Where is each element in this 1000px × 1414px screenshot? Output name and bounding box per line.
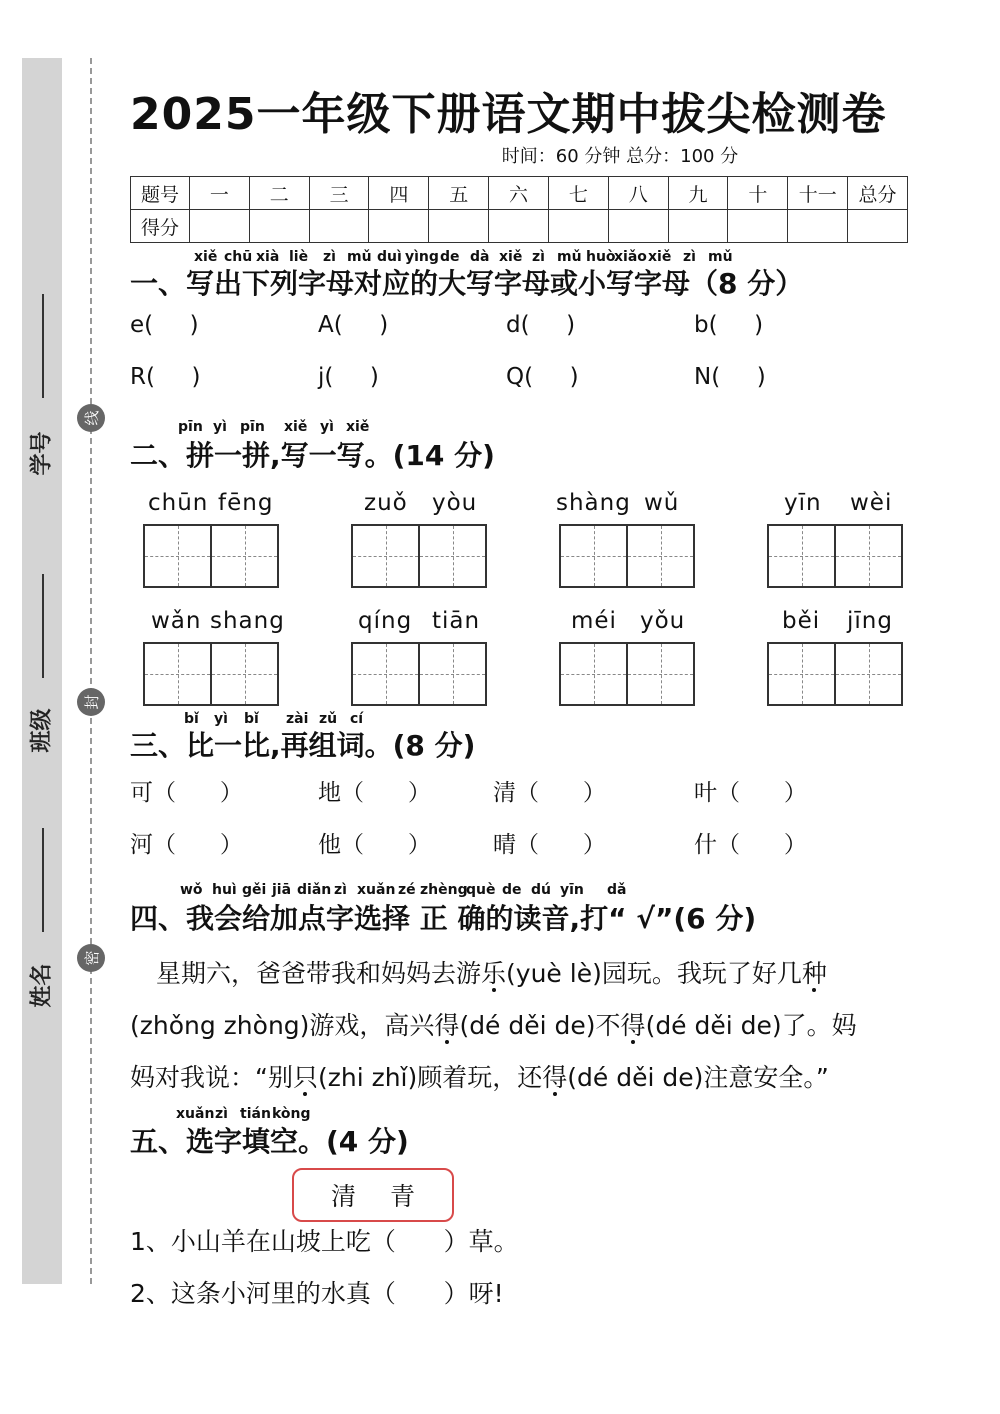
fill-question-1[interactable]: 1、小山羊在山坡上吃（ ）草。 <box>130 1227 519 1256</box>
pinyin: dǎ <box>607 882 627 898</box>
score-row-label: 得分 <box>131 210 190 243</box>
tianzige-box[interactable] <box>559 524 695 588</box>
pinyin: xuǎn <box>357 882 396 898</box>
score-entry-cell[interactable] <box>249 210 309 243</box>
choice-char: 青 <box>390 1182 416 1211</box>
tianzige-cell[interactable] <box>561 526 628 586</box>
score-entry-cell[interactable] <box>190 210 250 243</box>
letter-item[interactable]: b( ) <box>694 312 764 338</box>
student-id-blank[interactable] <box>42 294 44 398</box>
pinyin: zì <box>334 882 347 898</box>
score-header-cell: 八 <box>608 177 668 210</box>
word-pinyin: tiān <box>432 608 481 634</box>
dotted-char: 得 <box>542 1063 568 1092</box>
dotted-char: 只 <box>292 1063 318 1092</box>
tianzige-box[interactable] <box>143 524 279 588</box>
score-entry-cell[interactable] <box>788 210 848 243</box>
tianzige-cell[interactable] <box>628 526 693 586</box>
tianzige-cell[interactable] <box>628 644 693 704</box>
word-pinyin: shàng <box>556 490 631 516</box>
score-table-score-row <box>131 210 908 243</box>
score-entry-cell[interactable] <box>608 210 668 243</box>
pinyin: gěi <box>242 882 267 898</box>
tianzige-cell[interactable] <box>145 526 212 586</box>
section5-title: 五、选字填空。(4 分) <box>130 1125 409 1158</box>
pinyin: zǔ <box>319 711 338 727</box>
student-id-label: 学号 <box>29 431 55 476</box>
word-pinyin: yòu <box>432 490 478 516</box>
score-entry-cell[interactable] <box>728 210 788 243</box>
tianzige-cell[interactable] <box>836 644 901 704</box>
letter-item[interactable]: N( ) <box>694 364 766 390</box>
pinyin: dà <box>470 249 490 265</box>
section1-title: 一、写出下列字母对应的大写字母或小写字母（8 分） <box>130 267 804 300</box>
reading-options[interactable]: (yuè lè)园玩。我玩了好几 <box>506 959 802 988</box>
pinyin: pīn <box>240 419 265 435</box>
dotted-char: 得 <box>434 1011 460 1040</box>
score-header-cell: 七 <box>548 177 608 210</box>
score-entry-cell[interactable] <box>548 210 608 243</box>
pinyin: pīn <box>178 419 203 435</box>
letter-item[interactable]: Q( ) <box>506 364 579 390</box>
pinyin: zì <box>683 249 696 265</box>
reading-options[interactable]: (dé děi de)注意安全。” <box>567 1063 829 1092</box>
score-header-cell: 五 <box>429 177 489 210</box>
pinyin: zài <box>286 711 309 727</box>
score-header-cell: 二 <box>249 177 309 210</box>
pinyin: xià <box>256 249 280 265</box>
pinyin: dú <box>531 882 551 898</box>
pinyin: de <box>502 882 522 898</box>
score-header-cell: 十一 <box>788 177 848 210</box>
score-table <box>130 176 908 243</box>
word-pinyin: wǔ <box>644 490 680 516</box>
score-header-cell: 题号 <box>131 177 190 210</box>
word-pinyin: wèi <box>850 490 893 516</box>
pinyin: xiě <box>284 419 308 435</box>
pinyin: xiě <box>648 249 672 265</box>
score-table-header-row <box>131 177 908 210</box>
character-choice-box <box>292 1168 454 1222</box>
tianzige-cell[interactable] <box>769 644 836 704</box>
text-segment: 星期六，爸爸带我和妈妈去游 <box>156 959 482 988</box>
tianzige-cell[interactable] <box>836 526 901 586</box>
word-group-item[interactable]: 他（ ） <box>318 832 431 858</box>
score-entry-cell[interactable] <box>668 210 728 243</box>
pinyin: cí <box>350 711 364 727</box>
score-header-cell: 六 <box>489 177 549 210</box>
word-pinyin: shang <box>210 608 285 634</box>
word-pinyin: méi <box>571 608 617 634</box>
tianzige-cell[interactable] <box>769 526 836 586</box>
letter-item[interactable]: j( ) <box>318 364 379 390</box>
score-header-cell: 四 <box>369 177 429 210</box>
dotted-char: 得 <box>620 1011 646 1040</box>
tianzige-cell[interactable] <box>420 526 485 586</box>
pinyin: mǔ <box>708 249 733 265</box>
section3-title: 三、比一比,再组词。(8 分) <box>130 729 476 762</box>
letter-item[interactable]: R( ) <box>130 364 201 390</box>
pinyin: zì <box>323 249 336 265</box>
choice-char: 清 <box>330 1182 356 1211</box>
pinyin: huì <box>212 882 237 898</box>
tianzige-box[interactable] <box>767 524 903 588</box>
pinyin: xuǎn <box>176 1106 215 1122</box>
score-header-cell: 十 <box>728 177 788 210</box>
word-group-item[interactable]: 地（ ） <box>318 780 431 806</box>
reading-line-3 <box>130 1058 829 1094</box>
tianzige-cell[interactable] <box>212 644 277 704</box>
pinyin: zhèng <box>420 882 468 898</box>
word-pinyin: chūn <box>148 490 209 516</box>
score-entry-cell[interactable] <box>369 210 429 243</box>
word-pinyin: yīn <box>784 490 822 516</box>
reading-line-2 <box>130 1006 857 1042</box>
dotted-char: 种 <box>801 959 827 988</box>
tianzige-cell[interactable] <box>561 644 628 704</box>
pinyin: yìng <box>405 249 439 265</box>
pinyin: mǔ <box>557 249 582 265</box>
reading-options[interactable]: (dé děi de)了。妈 <box>645 1011 857 1040</box>
word-group-item[interactable]: 什（ ） <box>694 832 807 858</box>
pinyin: què <box>466 882 496 898</box>
word-group-item[interactable]: 晴（ ） <box>493 832 606 858</box>
pinyin: zì <box>215 1106 228 1122</box>
score-entry-cell[interactable] <box>309 210 369 243</box>
pinyin: diǎn <box>297 882 332 898</box>
seal-line: 线 <box>77 404 105 432</box>
pinyin: bǐ <box>184 711 199 727</box>
pinyin: yì <box>214 711 228 727</box>
pinyin: duì <box>377 249 402 265</box>
score-entry-cell[interactable] <box>848 210 908 243</box>
dotted-char: 乐 <box>481 959 507 988</box>
pinyin: zì <box>532 249 545 265</box>
seal-secret: 密 <box>77 944 105 972</box>
word-group-item[interactable]: 清（ ） <box>493 780 606 806</box>
word-pinyin: jīng <box>847 608 893 634</box>
pinyin: xiǎo <box>614 249 647 265</box>
text-segment: 妈对我说：“别 <box>130 1063 293 1092</box>
tianzige-box[interactable] <box>143 642 279 706</box>
name-blank[interactable] <box>42 828 44 932</box>
reading-options[interactable]: (zhǒng zhòng)游戏，高兴 <box>130 1011 435 1040</box>
pinyin: kòng <box>272 1106 311 1122</box>
pinyin: tián <box>240 1106 271 1122</box>
pinyin: jiā <box>272 882 292 898</box>
name-label: 姓名 <box>29 963 55 1008</box>
tianzige-box[interactable] <box>351 642 487 706</box>
letter-item[interactable]: A( ) <box>318 312 389 338</box>
tianzige-cell[interactable] <box>420 644 485 704</box>
binding-dashed-line <box>90 58 92 1284</box>
score-header-cell: 三 <box>309 177 369 210</box>
word-pinyin: qíng <box>358 608 413 634</box>
pinyin: xiě <box>499 249 523 265</box>
tianzige-cell[interactable] <box>145 644 212 704</box>
reading-options[interactable]: (zhi zhǐ)顾着玩，还 <box>317 1063 543 1092</box>
pinyin: yīn <box>560 882 584 898</box>
pinyin: zé <box>398 882 416 898</box>
pinyin: mǔ <box>347 249 372 265</box>
tianzige-cell[interactable] <box>353 644 420 704</box>
reading-line-1 <box>156 954 827 990</box>
pinyin: wǒ <box>180 882 203 898</box>
word-pinyin: zuǒ <box>364 490 408 516</box>
pinyin: xiě <box>346 419 370 435</box>
pinyin: yì <box>213 419 227 435</box>
pinyin: liè <box>289 249 309 265</box>
class-label: 班级 <box>29 708 55 753</box>
word-pinyin: běi <box>782 608 821 634</box>
exam-time-info: 时间：60 分钟 总分：100 分 <box>501 146 739 167</box>
score-header-cell: 一 <box>190 177 250 210</box>
fill-question-2[interactable]: 2、这条小河里的水真（ ）呀! <box>130 1279 504 1308</box>
score-entry-cell[interactable] <box>489 210 549 243</box>
word-group-item[interactable]: 叶（ ） <box>694 780 807 806</box>
pinyin: de <box>440 249 460 265</box>
section4-title: 四、我会给加点字选择 正 确的读音,打“ √”(6 分) <box>130 902 757 935</box>
score-header-cell: 九 <box>668 177 728 210</box>
pinyin: bǐ <box>244 711 259 727</box>
word-pinyin: wǎn <box>151 608 202 634</box>
score-header-cell: 总分 <box>848 177 908 210</box>
reading-options[interactable]: (dé děi de)不 <box>459 1011 621 1040</box>
tianzige-cell[interactable] <box>212 526 277 586</box>
word-pinyin: yǒu <box>640 608 686 634</box>
pinyin: xiě <box>194 249 218 265</box>
class-blank[interactable] <box>42 574 44 678</box>
pinyin: chū <box>224 249 253 265</box>
tianzige-cell[interactable] <box>353 526 420 586</box>
word-group-item[interactable]: 河（ ） <box>130 832 243 858</box>
word-group-item[interactable]: 可（ ） <box>130 780 243 806</box>
tianzige-box[interactable] <box>351 524 487 588</box>
pinyin: yì <box>320 419 334 435</box>
word-pinyin: fēng <box>218 490 274 516</box>
section2-title: 二、拼一拼,写一写。(14 分) <box>130 439 495 472</box>
page-title: 2025一年级下册语文期中拔尖检测卷 <box>130 89 887 140</box>
letter-item[interactable]: e( ) <box>130 312 199 338</box>
tianzige-box[interactable] <box>767 642 903 706</box>
tianzige-box[interactable] <box>559 642 695 706</box>
score-entry-cell[interactable] <box>429 210 489 243</box>
letter-item[interactable]: d( ) <box>506 312 576 338</box>
pinyin: huò <box>586 249 616 265</box>
seal-seal: 封 <box>77 688 105 716</box>
